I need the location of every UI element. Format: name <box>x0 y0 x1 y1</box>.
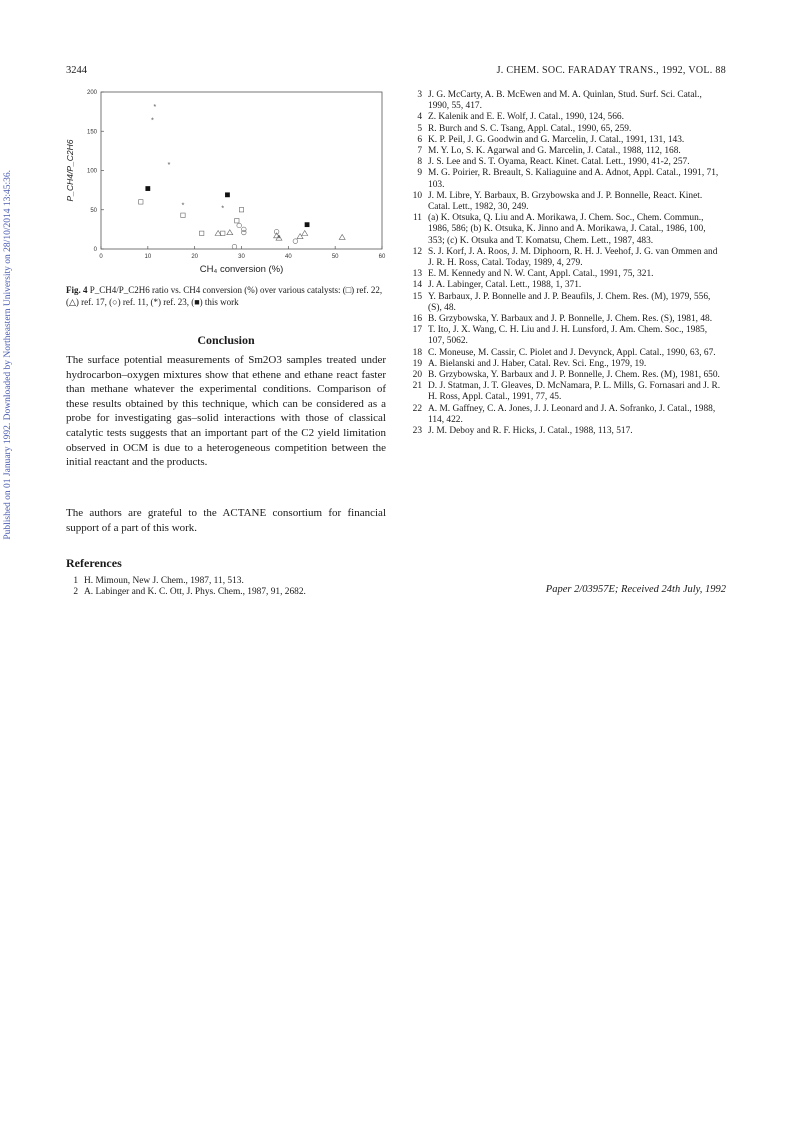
reference-text: B. Grzybowska, Y. Barbaux and J. P. Bonnelle, J. Chem. Res. (M), 1981, 650. <box>428 370 720 381</box>
reference-number: 22 <box>412 403 422 414</box>
reference-item <box>404 314 726 325</box>
paper-id: Paper 2/03957E; Received 24th July, 1992 <box>545 584 726 595</box>
reference-item <box>404 359 726 370</box>
reference-number: 11 <box>412 213 422 224</box>
open-square-point <box>235 219 239 223</box>
figure-4 <box>60 82 390 282</box>
open-square-point <box>221 231 225 235</box>
reference-text: Z. Kalenik and E. E. Wolf, J. Catal., 1990, 124, 566. <box>428 112 624 123</box>
reference-item <box>404 269 726 280</box>
reference-item <box>404 348 726 359</box>
reference-text: J. M. Deboy and R. F. Hicks, J. Catal., 1988, 113, 517. <box>428 426 633 437</box>
reference-number: 13 <box>412 269 422 280</box>
reference-number: 4 <box>417 112 422 123</box>
open-square-point <box>139 200 143 204</box>
reference-text: (a) K. Otsuka, Q. Liu and A. Morikawa, J. Chem. Soc., Chem. Commun., 1986, 586; (b) K. Otsuka, K. Jinno and A. Morikawa, J. Catal., 1986, 100, 353; (c) K. Otsuka and T. Komatsu, Chem. Lett., 1987, 483. <box>428 213 706 246</box>
open-square-point <box>181 213 185 217</box>
reference-text: S. J. Korf, J. A. Roos, J. M. Diphoorn, R. H. J. Veehof, J. G. van Ommen and J. R. H. Ross, Catal. Today, 1989, 4, 279. <box>428 246 718 269</box>
open-triangle-point <box>215 231 221 236</box>
reference-number: 3 <box>417 90 422 100</box>
reference-number: 23 <box>412 426 422 437</box>
running-head: J. CHEM. SOC. FARADAY TRANS., 1992, VOL. 88 <box>496 65 726 76</box>
y-tick-label: 150 <box>86 129 97 136</box>
reference-text: A. M. Gaffney, C. A. Jones, J. J. Leonard and J. A. Sofranko, J. Catal., 1988, 114, 422. <box>428 403 716 425</box>
reference-number: 20 <box>412 370 422 381</box>
reference-item <box>404 157 726 168</box>
reference-item <box>404 213 726 247</box>
reference-item <box>404 426 726 437</box>
star-point: * <box>277 233 281 243</box>
x-tick-label: 60 <box>378 254 386 260</box>
reference-item <box>404 292 726 314</box>
reference-text: J. G. McCarty, A. B. McEwen and M. A. Quinlan, Stud. Surf. Sci. Catal., 1990, 55, 417. <box>428 90 702 112</box>
reference-text: B. Grzybowska, Y. Barbaux and J. P. Bonnelle, J. Chem. Res. (S), 1981, 48. <box>428 314 713 325</box>
references-list-left <box>60 576 390 598</box>
conclusion-paragraph: The surface potential measurements of Sm2O3 samples treated under hydrocarbon–oxygen mixtures show that ethene and ethane react faster than methane whatever the experimental conditions. Comparison of these results obtained by this technique, which can be considered as a probe for investigating gas–solid interactions with those of classical catalytic tests suggests that an important part of the C2 yield limitation observed in OCM is due to a heterogeneous competition between the initial reactant and the products. <box>66 354 386 469</box>
reference-number: 12 <box>412 246 422 257</box>
y-tick-label: 50 <box>90 207 97 214</box>
x-axis-label: CH₄ conversion (%) <box>199 264 284 275</box>
reference-item <box>404 191 726 213</box>
reference-number: 5 <box>417 123 422 134</box>
reference-text: K. P. Peil, J. G. Goodwin and G. Marcelin, J. Catal., 1991, 131, 143. <box>428 134 685 145</box>
reference-item <box>404 280 726 291</box>
reference-number: 8 <box>417 157 422 168</box>
y-tick-label: 100 <box>86 168 97 175</box>
reference-text: J. A. Labinger, Catal. Lett., 1988, 1, 371. <box>428 280 582 291</box>
reference-text: D. J. Statman, J. T. Gleaves, D. McNamara, P. L. Mills, G. Fornasari and J. R. H. Ross, Appl. Catal., 1991, 77, 45. <box>428 381 721 403</box>
reference-text: A. Labinger and K. C. Ott, J. Phys. Chem., 1987, 91, 2682. <box>84 587 306 598</box>
reference-number: 1 <box>73 576 78 586</box>
reference-item <box>60 587 390 598</box>
x-tick-label: 40 <box>284 254 292 260</box>
open-triangle-point <box>339 234 345 239</box>
star-point: * <box>153 102 157 112</box>
reference-text: J. M. Libre, Y. Barbaux, B. Grzybowska and J. P. Bonnelle, React. Kinet. Catal. Lett., 1982, 30, 249. <box>428 190 703 213</box>
reference-number: 6 <box>417 134 422 145</box>
caption-text: P_CH4/P_C2H6 ratio vs. CH4 conversion (%) over various catalysts: (□) ref. 22, (△) ref. 17, (○) ref. 11, (*) ref. 23, (■) this work <box>66 285 383 307</box>
reference-item <box>404 168 726 190</box>
x-tick-label: 30 <box>238 254 245 260</box>
reference-text: A. Bielanski and J. Haber, Catal. Rev. Sci. Eng., 1979, 19. <box>428 358 647 369</box>
reference-item <box>404 146 726 157</box>
star-point: * <box>167 160 171 170</box>
download-stamp <box>0 0 16 1128</box>
y-tick-label: 200 <box>86 90 97 96</box>
conclusion-heading: Conclusion <box>197 333 255 347</box>
reference-text: M. G. Poirier, R. Breault, S. Kaliaguine and A. Adnot, Appl. Catal., 1991, 71, 103. <box>428 168 719 190</box>
filled-square-point <box>225 192 230 197</box>
figure-caption <box>66 285 386 308</box>
filled-square-point <box>305 222 310 227</box>
reference-item <box>404 325 726 347</box>
reference-text: J. S. Lee and S. T. Oyama, React. Kinet. Catal. Lett., 1990, 41-2, 257. <box>428 157 690 168</box>
reference-item <box>404 124 726 135</box>
reference-item <box>60 576 390 587</box>
reference-number: 21 <box>412 381 422 392</box>
open-square-point <box>239 208 243 212</box>
reference-number: 16 <box>412 314 422 325</box>
reference-item <box>404 381 726 403</box>
reference-number: 15 <box>412 291 422 302</box>
open-square-point <box>199 231 203 235</box>
open-circle-point <box>293 239 298 244</box>
star-point: * <box>181 200 185 210</box>
star-point: * <box>151 115 154 125</box>
reference-number: 7 <box>417 146 422 157</box>
reference-item <box>404 135 726 146</box>
scatter-chart <box>60 82 390 277</box>
reference-text: R. Burch and S. C. Tsang, Appl. Catal., 1990, 65, 259. <box>428 123 632 134</box>
reference-item <box>404 370 726 381</box>
star-point: * <box>221 203 225 213</box>
reference-number: 17 <box>412 325 422 336</box>
references-list-right <box>404 90 726 437</box>
x-tick-label: 0 <box>99 254 103 260</box>
page-number: 3244 <box>66 65 87 76</box>
reference-text: E. M. Kennedy and N. W. Cant, Appl. Catal., 1991, 75, 321. <box>428 269 654 280</box>
acknowledgement-paragraph: The authors are grateful to the ACTANE consortium for financial support of a part of this work. <box>66 507 386 534</box>
x-tick-label: 10 <box>144 254 152 260</box>
reference-number: 19 <box>412 358 422 369</box>
filled-square-point <box>145 186 150 191</box>
reference-text: T. Ito, J. X. Wang, C. H. Liu and J. H. Lunsford, J. Am. Chem. Soc., 1985, 107, 5062. <box>428 325 708 347</box>
open-triangle-point <box>302 231 308 236</box>
open-circle-point <box>237 223 242 228</box>
reference-number: 10 <box>412 190 422 201</box>
reference-item <box>404 247 726 269</box>
y-axis-label: P_CH4/P_C2H6 <box>65 139 75 202</box>
open-circle-point <box>242 230 247 235</box>
reference-text: Y. Barbaux, J. P. Bonnelle and J. P. Beaufils, J. Chem. Res. (M), 1979, 556, (S), 48. <box>428 291 711 313</box>
reference-text: C. Moneuse, M. Cassir, C. Piolet and J. Devynck, Appl. Catal., 1990, 63, 67. <box>428 347 716 358</box>
reference-item <box>404 112 726 123</box>
reference-text: H. Mimoun, New J. Chem., 1987, 11, 513. <box>84 576 244 586</box>
x-tick-label: 50 <box>331 254 339 260</box>
download-stamp-text: Published on 01 January 1992. Downloaded by Northeastern University on 28/10/2014 13:45:36. <box>3 170 13 540</box>
reference-item <box>404 404 726 426</box>
reference-number: 9 <box>417 168 422 179</box>
reference-number: 14 <box>412 280 422 291</box>
references-heading: References <box>66 556 122 570</box>
reference-text: M. Y. Lo, S. K. Agarwal and G. Marcelin, J. Catal., 1988, 112, 168. <box>428 146 681 157</box>
reference-number: 2 <box>73 587 78 598</box>
y-tick-label: 0 <box>93 247 97 253</box>
reference-item <box>404 90 726 112</box>
open-triangle-point <box>227 230 233 235</box>
caption-label: Fig. 4 <box>66 285 88 295</box>
x-tick-label: 20 <box>191 254 199 260</box>
open-circle-point <box>232 244 237 249</box>
reference-number: 18 <box>412 347 422 358</box>
